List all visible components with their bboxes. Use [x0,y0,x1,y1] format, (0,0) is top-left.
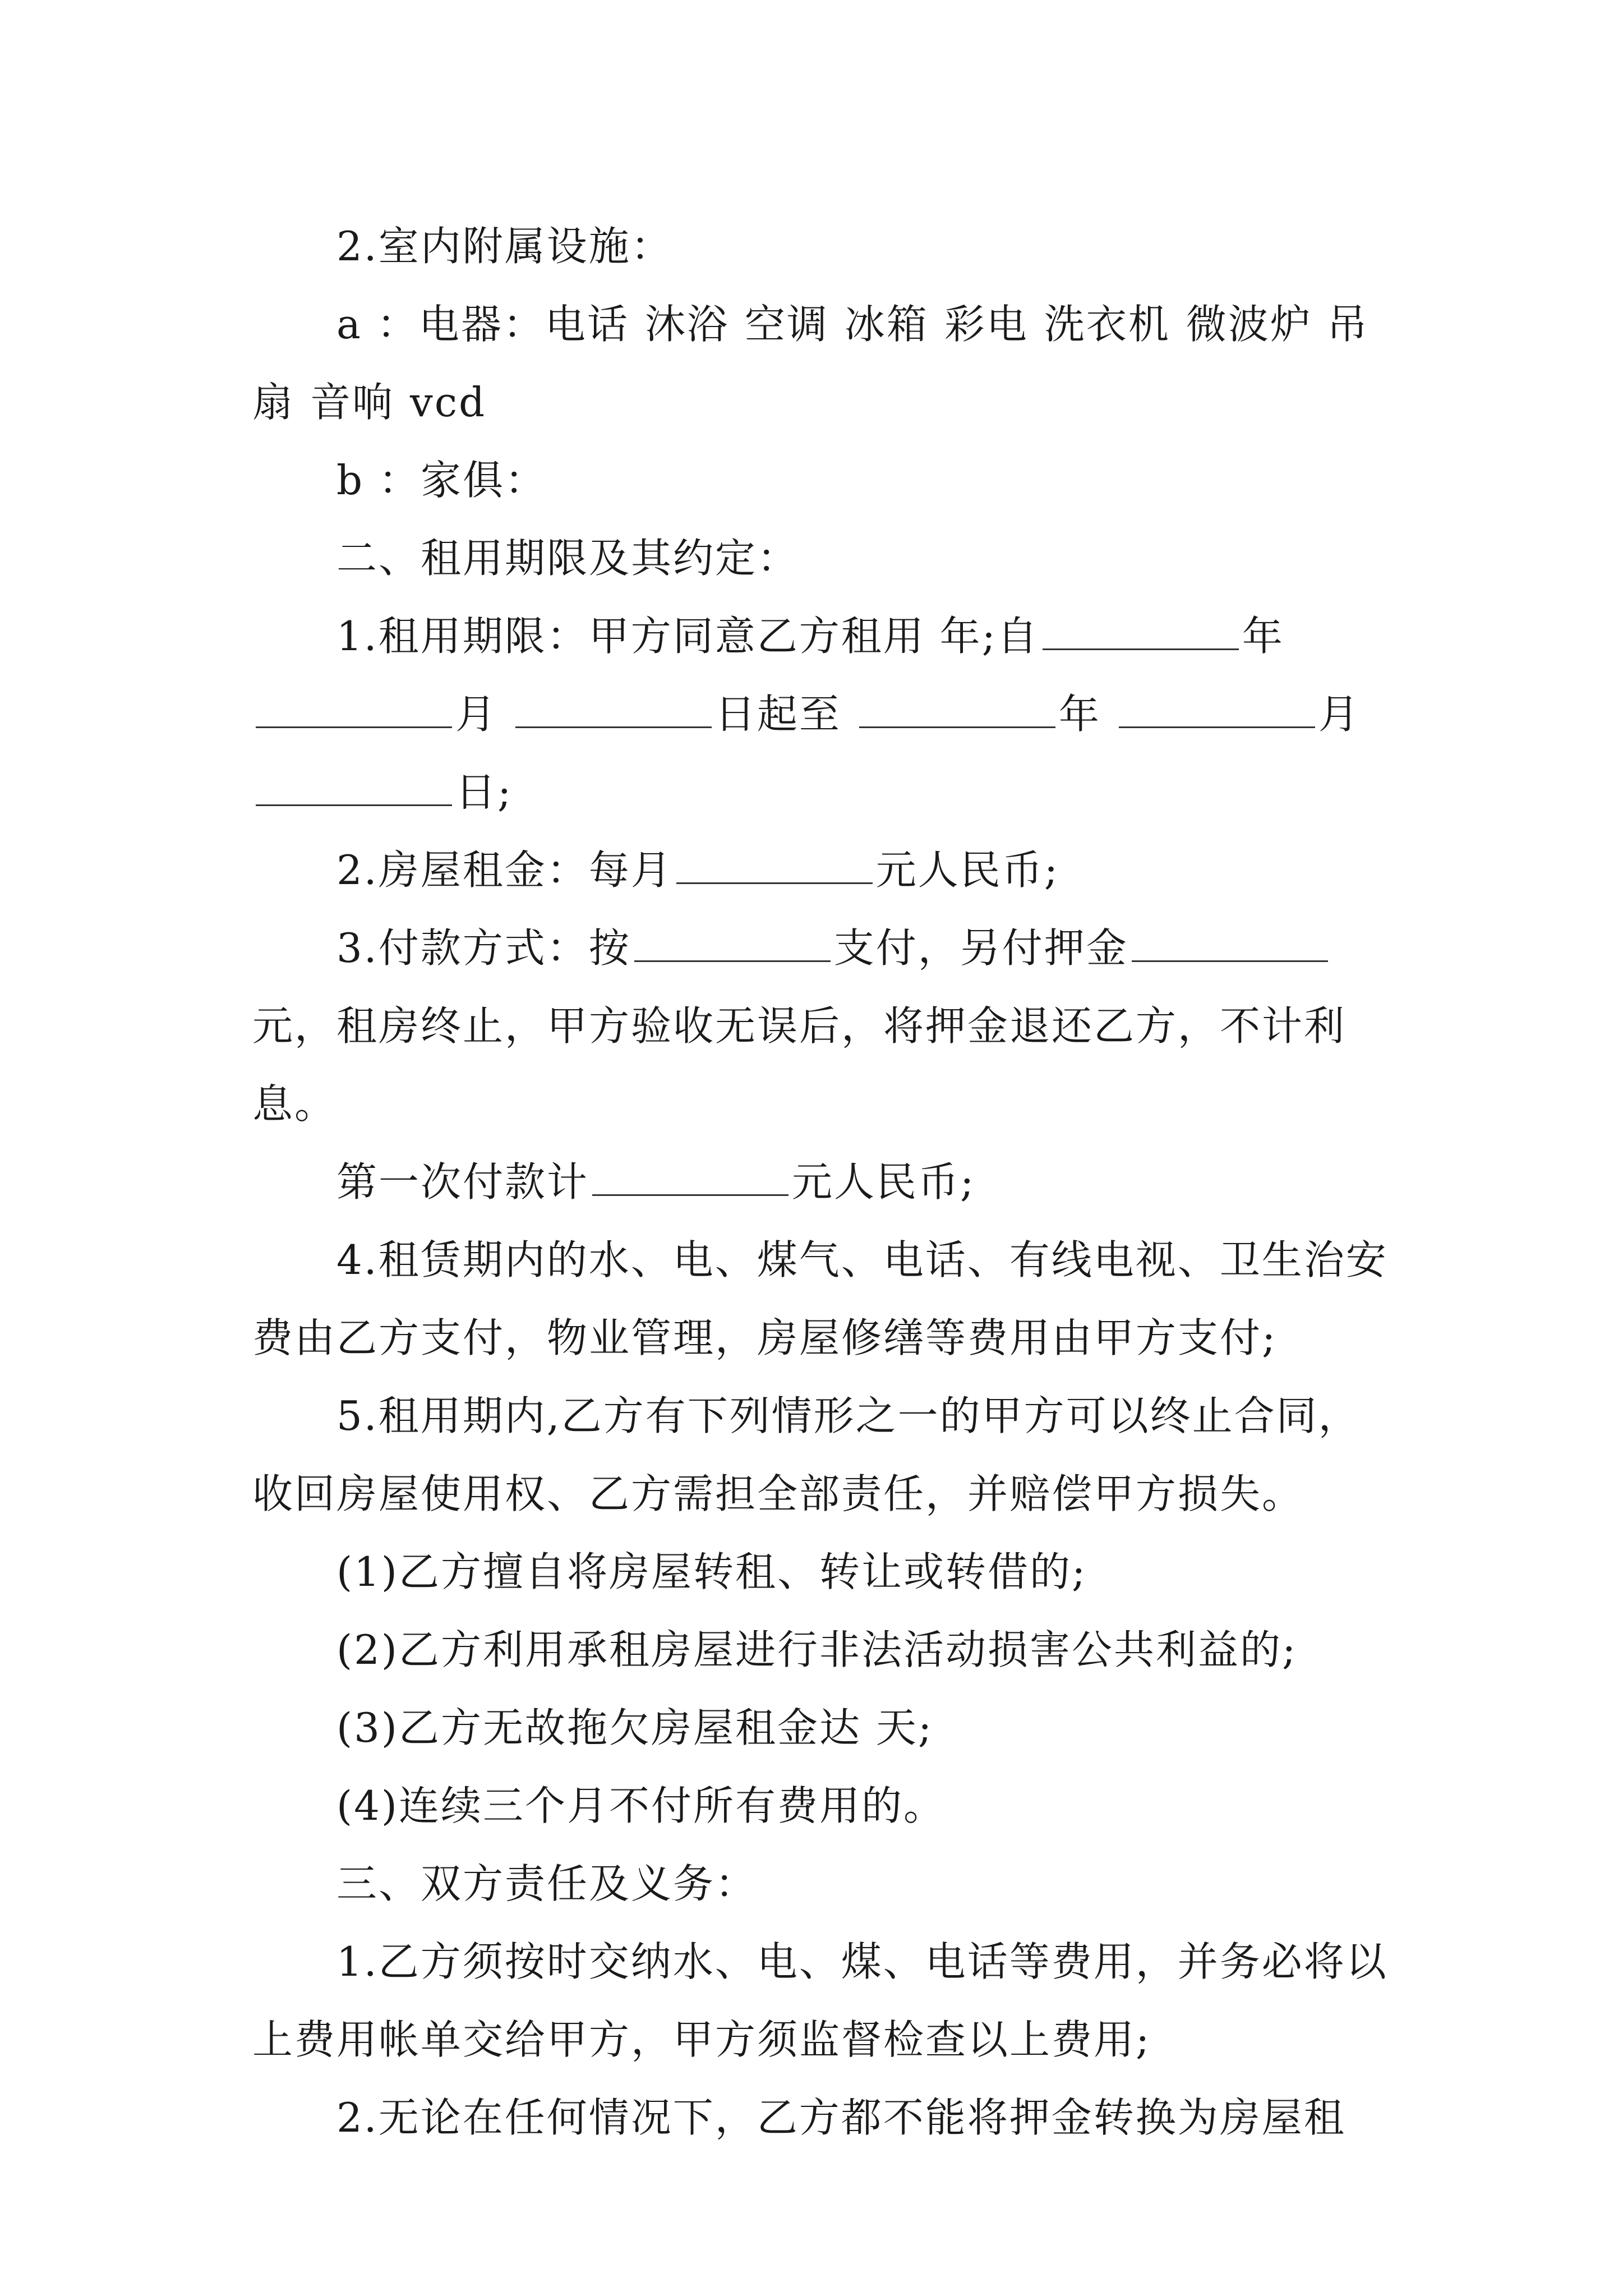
blank-deposit [1132,927,1328,962]
paragraph-rent: 2.房屋租金：每月 元人民币; [336,846,1059,894]
list-item-unpaid-fees: (4)连续三个月不付所有费用的。 [336,1782,946,1829]
blank-first-payment [592,1161,789,1196]
blank-start-day [515,693,712,728]
paragraph-first-payment: 第一次付款计 元人民币; [336,1158,976,1205]
appliance-item: vcd [410,379,487,426]
paragraph-facilities: 2.室内附属设施： [336,223,673,270]
appliance-item: 空调 [744,301,829,348]
paragraph-fees-duty: 1.乙方须按时交纳水、电、煤、电话等费用，并务必将以上费用帐单交给甲方，甲方须监督检查以上费用; [252,1938,1388,2063]
section-heading-term: 二、租用期限及其约定： [336,535,800,582]
list-item-arrears: (3)乙方无故拖欠房屋租金达 天; [336,1704,934,1751]
appliance-item: 电话 [545,301,629,348]
appliance-item: 音响 [310,379,395,426]
list-item-illegal-use: (2)乙方利用承租房屋进行非法活动损害公共利益的; [336,1626,1298,1673]
appliance-item: 洗衣机 [1044,301,1170,348]
appliance-item: 沐浴 [644,301,729,348]
blank-start-month [256,693,452,728]
paragraph-deposit-duty: 2.无论在任何情况下，乙方都不能将押金转换为房屋租 [336,2094,1346,2141]
paragraph-termination: 5.租用期内,乙方有下列情形之一的甲方可以终止合同，收回房屋使用权、乙方需担全部责任，并赔偿甲方损失。 [252,1392,1361,1517]
paragraph-payment: 3.付款方式：按 支付，另付押金元，租房终止，甲方验收无误后，将押金退还乙方，不计利息。 [252,924,1347,1128]
appliances-label: a ：电器： [336,301,545,348]
appliance-item: 彩电 [944,301,1029,348]
document-body [252,208,1391,2157]
appliance-item: 微波炉 [1186,301,1312,348]
paragraph-furniture: b ：家俱： [336,457,547,504]
blank-end-year [859,693,1055,728]
appliance-item: 吊扇 [252,301,1369,426]
section-heading-responsibilities: 三、双方责任及义务： [336,1860,758,1907]
blank-start-year [1043,615,1239,650]
blank-payment-method [634,927,831,962]
blank-rent-amount [676,849,873,884]
paragraph-appliances [252,286,1391,441]
blank-end-month [1119,693,1315,728]
paragraph-term: 1.租用期限：甲方同意乙方租用 年;自 年 月 日起至 年 月 日; [252,597,1391,831]
paragraph-utilities: 4.租赁期内的水、电、煤气、电话、有线电视、卫生治安费由乙方支付，物业管理，房屋修缮等费用由甲方支付; [252,1236,1388,1361]
blank-end-day [256,771,452,806]
list-item-sublet: (1)乙方擅自将房屋转租、转让或转借的; [336,1548,1087,1595]
appliance-item: 冰箱 [844,301,929,348]
